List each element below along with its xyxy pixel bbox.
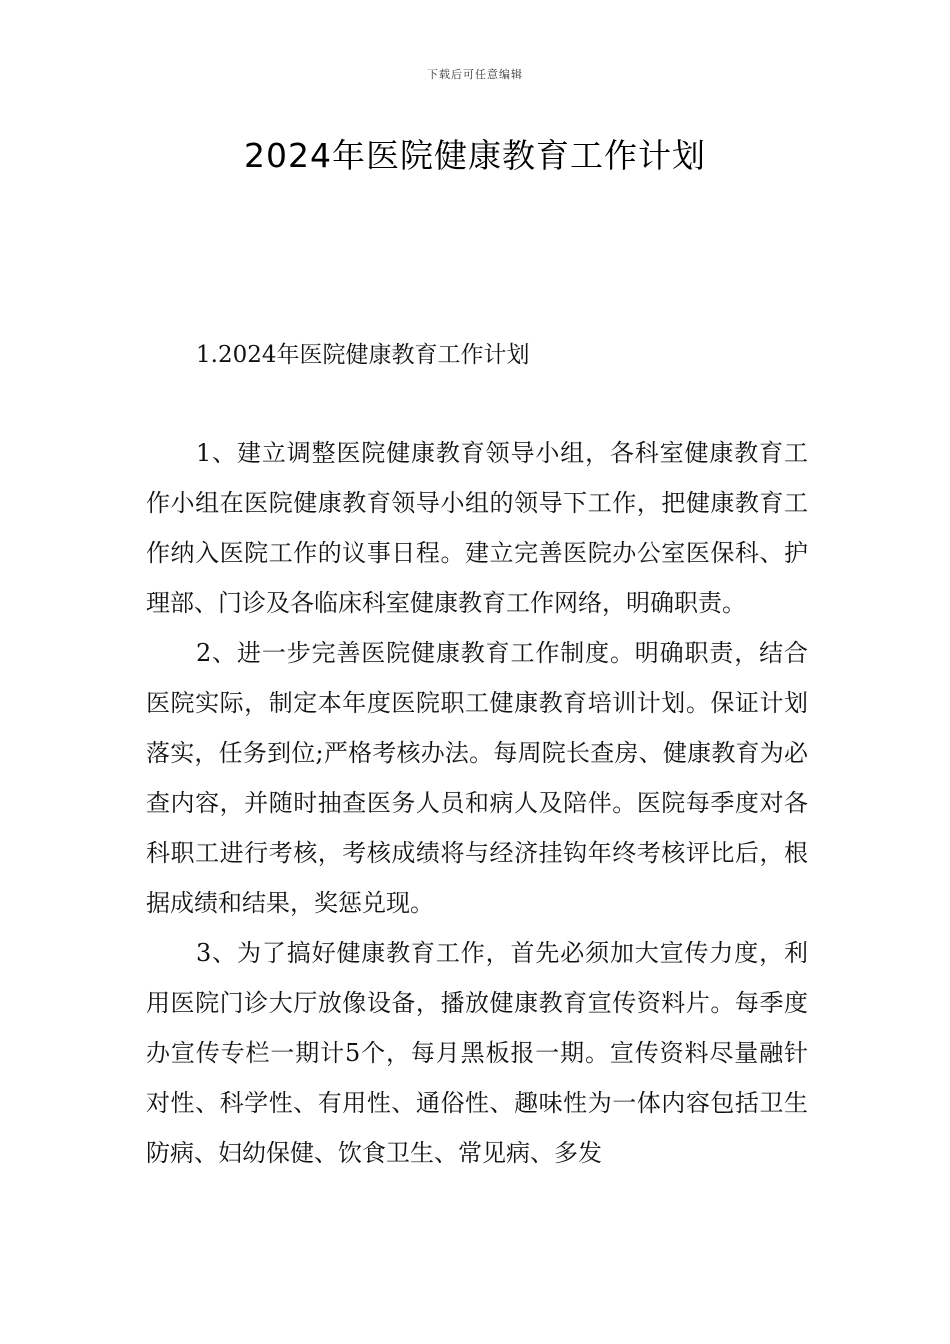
section-heading: 1.2024年医院健康教育工作计划: [196, 342, 530, 368]
paragraph-3: 3、为了搞好健康教育工作，首先必须加大宣传力度，利用医院门诊大厅放像设备，播放健康教育宣传资料片。每季度办宣传专栏一期计5个，每月黑板报一期。宣传资料尽量融针对性、科学性、有用性、通俗性、趣味性为一体内容包括卫生防病、妇幼保健、饮食卫生、常见病、多发: [146, 939, 808, 1167]
document-title: 2024年医院健康教育工作计划: [244, 136, 706, 175]
header-note: 下载后可任意编辑: [427, 68, 523, 81]
paragraph-1: 1、建立调整医院健康教育领导小组，各科室健康教育工作小组在医院健康教育领导小组的领导下工作，把健康教育工作纳入医院工作的议事日程。建立完善医院办公室医保科、护理部、门诊及各临床科室健康教育工作网络，明确职责。: [146, 439, 808, 617]
document-body: [146, 428, 808, 1178]
paragraph-2: 2、进一步完善医院健康教育工作制度。明确职责，结合医院实际，制定本年度医院职工健康教育培训计划。保证计划落实，任务到位;严格考核办法。每周院长查房、健康教育为必查内容，并随时抽查医务人员和病人及陪伴。医院每季度对各科职工进行考核，考核成绩将与经济挂钩年终考核评比后，根据成绩和结果，奖惩兑现。: [146, 639, 808, 917]
